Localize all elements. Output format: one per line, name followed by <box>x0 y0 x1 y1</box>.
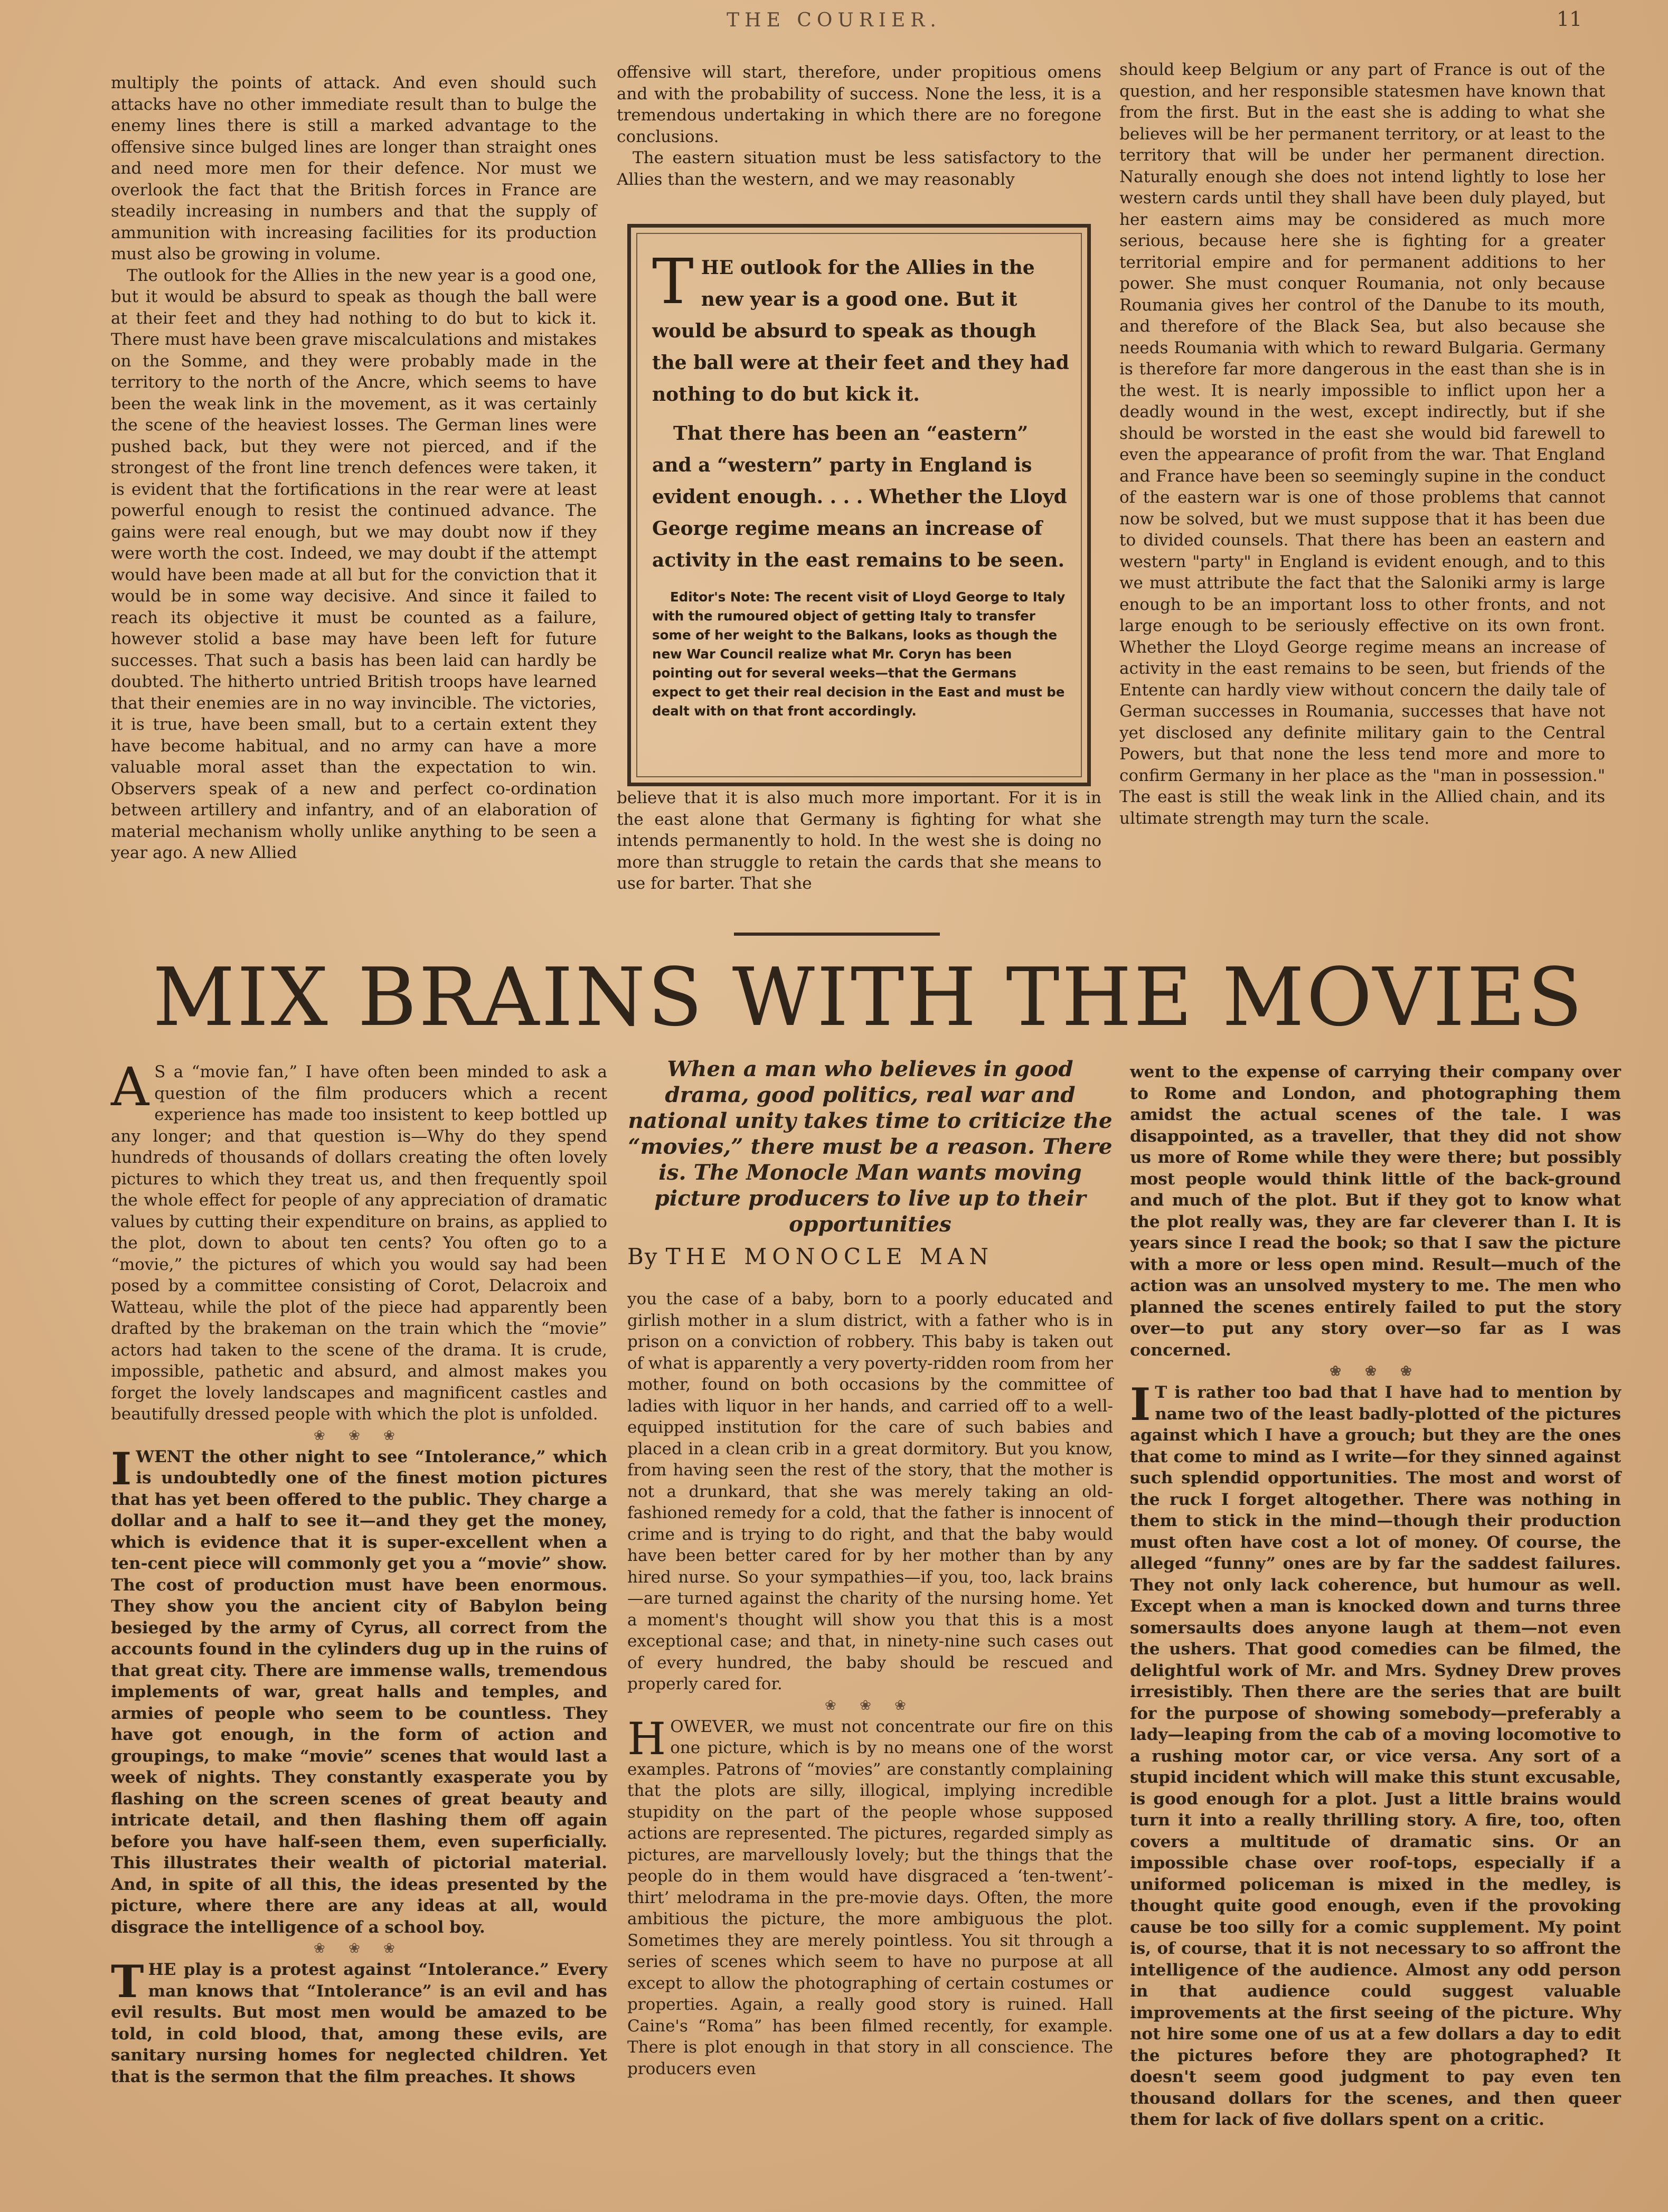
byline-author: THE MONOCLE MAN <box>665 1244 994 1269</box>
top-column-2-upper <box>617 62 1101 190</box>
article-column-1 <box>111 1056 607 2087</box>
drop-cap-i: I <box>111 1442 132 1495</box>
page-number: 11 <box>1557 7 1582 31</box>
top-column-3 <box>1119 59 1605 829</box>
article-column-3 <box>1130 1061 1621 2131</box>
drop-cap-i: I <box>1130 1378 1151 1430</box>
pull-quote-para-1: HE outlook for the Allies in the new year is a good one. But it would be absurd to speak as though the ball were at their feet and they had nothing to do but kick it. <box>652 257 1069 406</box>
article-col1-para-1: S a “movie fan,” I have often been minded to ask a question of the film producers which a recent experience has made too insistent to keep bottled up any longer; and that question is—Why do they spend hundreds of thousands of dollars creating the often lovely pictures to which they treat us, and then frequently spoil the whole effect for people of any appreciation of dramatic values by cutting their expenditure on brains, as applied to the plot, down to about ten cents? You often go to a “movie,” the pictures of which you would say had been posed by a committee consisting of Corot, Delacroix and Watteau, while the plot of the piece had apparently been drafted by the brakeman on the train which the “movie” actors had taken to the scene of the drama. It is crude, impossible, pathetic and absurd, and almost makes you forget the lovely landscapes and magnificent castles and beautifully dressed people with which the plot is unfolded. <box>111 1062 607 1424</box>
top-col2-para-2: The eastern situation must be less satisfactory to the Allies than the western, and we may reasonably <box>617 148 1101 189</box>
pull-quote-box <box>627 224 1091 786</box>
drop-cap-a: A <box>111 1056 149 1118</box>
article-byline <box>627 1244 1113 1269</box>
article-col3-para-1: went to the expense of carrying their company over to Rome and London, and photographing them amidst the actual scenes of the tale. I was disappointed, as a traveller, that they did not show us more of Rome while they were there; but possibly most people would think little of the back-ground and much of the plot. But if they got to know what the plot really was, they are far cleverer than I. It is years since I read the book; so that I saw the picture with a more or less open mind. Result—much of the action was an unsolved mystery to me. The men who planned the scenes entirely failed to put the story over—to put any story over—so far as I was concerned. <box>1130 1062 1621 1360</box>
top-col1-para-1: multiply the points of attack. And even should such attacks have no other immediate result than to bulge the enemy lines there is still a marked advantage to the offensive since bulged lines are longer than straight ones and need more men for their defence. Nor must we overlook the fact that the British forces in France are steadily increasing in numbers and that the supply of ammunition with increasing facilities for its production must also be growing in volume. <box>111 73 597 263</box>
top-col2-para-1: offensive will start, therefore, under propitious omens and with the probability of success. None the less, it is a tremendous undertaking in which there are no foregone conclusions. <box>617 63 1101 146</box>
article-column-2 <box>627 1288 1113 2079</box>
top-col1-para-2: The outlook for the Allies in the new year is a good one, but it would be absurd to speak as though the ball were at their feet and they had nothing to do but to kick it. There must have been grave miscalculations and mistakes on the Somme, and they were probably made in the territory to the north of the Ancre, which seems to have been the weak link in the movement, as it was certainly the scene of the heaviest losses. The German lines were pushed back, but they were not pierced, and if the strongest of the front line trench defences were taken, it is evident that the fortifications in the rear were at least powerful enough to resist the continued advance. The gains were real enough, but we may doubt now if they were worth the cost. Indeed, we may doubt if the attempt would have been made at all but for the conviction that it would be in some way decisive. And since it failed to reach its objective it must be counted as a failure, however stolid a base may have been left for future successes. That such a basis has been laid can hardly be doubted. The hitherto untried British troops have learned that their enemies are in no way invincible. The victories, it is true, have been small, but to a certain extent they have become habitual, and no army can have a more valuable moral asset than the expectation to win. Observers speak of a new and perfect co-ordination between artillery and infantry, and of an elaboration of material mechanism wholly unlike anything to be seen a year ago. A new Allied <box>111 266 597 862</box>
paragraph-separator-ornament: ❀ ❀ ❀ <box>314 1427 404 1444</box>
top-column-1 <box>111 72 597 864</box>
byline-by: By <box>627 1244 658 1269</box>
paragraph-separator-ornament: ❀ ❀ ❀ <box>825 1697 916 1714</box>
top-col3-para-1: should keep Belgium or any part of France is out of the question, and her responsible statesmen have known that from the first. But in the east she is adding to what she believes will be her permanent territory, or at least to the territory that will be under her permanent direction. Naturally enough she does not intend lightly to lose her western cards until they shall have been duly played, but her eastern aims may be considered as much more serious, because here she is fighting for a greater territorial empire and for permanent additions to her power. She must conquer Roumania, not only because Roumania gives her control of the Danube to its mouth, and therefore of the Black Sea, but also because she needs Roumania with which to reward Bulgaria. Germany is therefore far more dangerous in the east than she is in the west. It is nearly impossible to inflict upon her a deadly wound in the west, except indirectly, but if she should be worsted in the east she would bid farewell to even the appearance of profit from the war. That England and France have been so seemingly supine in the conduct of the eastern war is one of those problems that cannot now be solved, but we must suppose that it has been due to divided counsels. That there has been an eastern and western "party" in England is evident enough, and to this we must attribute the fact that the Saloniki army is large enough to be an important loss to other fronts, and not large enough to be seriously effective on its own front. Whether the Lloyd George regime means an increase of activity in the east remains to be seen, but friends of the Entente can hardly view without concern the daily tale of German successes in Roumania, successes that have not yet disclosed any definite military gain to the Central Powers, but that none the less tend more and more to confirm Germany in her place as the "man in possession." The east is still the weak link in the Allied chain, and its ultimate strength may turn the scale. <box>1119 60 1605 828</box>
drop-cap-t: T <box>111 1955 144 2008</box>
article-deck: When a man who believes in good drama, good politics, real war and national unity takes time to criticize the “movies,” there must be a reason. There is. The Monocle Man wants moving picture producers to live up to their opportunities <box>628 1056 1113 1237</box>
pull-quote-text <box>652 245 1069 576</box>
drop-cap-h: H <box>627 1712 666 1765</box>
paragraph-separator-ornament: ❀ ❀ ❀ <box>1330 1363 1421 1379</box>
top-col2-para-3: believe that it is also much more important. For it is in the east alone that Germany is fighting for what she intends permanently to hold. In the west she is doing no more than struggle to retain the cards that she means to use for barter. That she <box>617 788 1101 893</box>
article-col2-para-1: you the case of a baby, born to a poorly educated and girlish mother in a slum district, with a father who is in prison on a conviction of robbery. This baby is taken out of what is apparently a very poverty-ridden room from her mother, found on both occasions by the committee of ladies with liquor in her hands, and carried off to a well-equipped institution for the care of such babies and placed in a clean crib in a great dormitory. But you know, from having seen the rest of the story, that the mother is not a drunkard, that she was merely taking an old-fashioned remedy for a cold, that the father is innocent of crime and is trying to do right, and that the baby would have been better cared for by her mother than by any hired nurse. So your sympathies—if you, too, lack brains—are turned against the charity of the nursing home. Yet a moment's thought will show you that this is a most exceptional case; and that, in ninety-nine such cases out of every hundred, the baby should be rescued and properly cared for. <box>627 1289 1113 1693</box>
editors-note: Editor's Note: The recent visit of Lloyd George to Italy with the rumoured object of getting Italy to transfer some of her weight to the Balkans, looks as though the new War Council realize what Mr. Coryn has been pointing out for several weeks—that the Germans expect to get their real decision in the East and must be dealt with on that front accordingly. <box>652 589 1066 719</box>
article-col2-para-2: OWEVER, we must not concentrate our fire on this one picture, which is by no means one of the worst examples. Patrons of “movies” are constantly complaining that the plots are silly, illogical, implying incredible stupidity on the part of the people whose supposed actions are represented. The pictures, regarded simply as pictures, are marvellously lovely; but the things that the people do in them would have disgraced a ‘ten-twent’-thirt’ melodrama in the pre-movie days. Often, the more ambitious the picture, the more ambiguous the plot. Sometimes they are merely pointless. You sit through a series of scenes which seem to have no purpose at all except to allow the photographing of certain costumes or properties. Again, a really good story is ruined. Hall Caine's “Roma” has been filmed recently, for example. There is plot enough in that story in all conscience. The producers even <box>627 1717 1113 2078</box>
pull-quote-drop-cap: T <box>652 245 694 318</box>
masthead-title: THE COURIER. <box>727 10 941 31</box>
article-col1-para-3: HE play is a protest against “Intolerance.” Every man knows that “Intolerance” is an evil and has evil results. But most men would be amazed to be told, in cold blood, that, among these evils, are sanitary nursing homes for neglected children. Yet that is the sermon that the film preaches. It shows <box>111 1960 607 2086</box>
section-divider-rule <box>734 933 940 936</box>
article-col1-para-2: WENT the other night to see “Intolerance,” which is undoubtedly one of the finest motion pictures that has yet been offered to the public. They charge a dollar and a half to see it—and they get the money, which is evidence that it is super-excellent when a ten-cent piece will commonly get you a “movie” show. The cost of production must have been enormous. They show you the ancient city of Babylon being besieged by the army of Cyrus, all correct from the accounts found in the cylinders dug up in the ruins of that great city. There are immense walls, tremendous implements of war, great halls and temples, and armies of people who seem to be countless. They have got enough, in the form of action and groupings, to make “movie” scenes that would last a week of nights. They constantly exasperate you by flashing on the screen scenes of great beauty and intricate detail, and then flashing them off again before you have half-seen them, even superficially. This illustrates their wealth of pictorial material. And, in spite of all this, the ideas presented by the picture, where there are any ideas at all, would disgrace the intelligence of a school boy. <box>111 1447 607 1937</box>
article-headline: MIX BRAINS WITH THE MOVIES <box>153 950 1585 1044</box>
pull-quote-para-2: That there has been an “eastern” and a “western” party in England is evident enough. . . . Whether the Lloyd George regime means an increase of activity in the east remains to be seen. <box>652 422 1067 571</box>
paragraph-separator-ornament: ❀ ❀ ❀ <box>314 1941 404 1956</box>
article-col3-para-2: T is rather too bad that I have had to mention by name two of the least badly-plotted of the pictures against which I have a grouch; but they are the ones that come to mind as I write—for they sinned against such splendid opportunities. The most and worst of the ruck I forget altogether. There was nothing in them to stick in the mind—though their production must often have cost a lot of money. Of course, the alleged “funny” ones are by far the saddest failures. They not only lack coherence, but humour as well. Except when a man is knocked down and turns three somersaults does anyone laugh at them—not even the ushers. That good comedies can be filmed, the delightful work of Mr. and Mrs. Sydney Drew proves irresistibly. Then there are the series that are built for the purpose of showing somebody—preferably a lady—leaping from the cab of a moving locomotive to a rushing motor car, or vice versa. Any sort of a stupid incident which will make this stunt excusable, is good enough for a plot. Just a little brains would turn it into a really thrilling story. A fire, too, often covers a multitude of dramatic sins. Or an impossible chase over roof-tops, especially if a uniformed policeman is mixed in the medley, is thought quite good enough, even if the provoking cause be too silly for a comic supplement. My point is, of course, that it is not necessary to so affront the intelligence of the audience. Almost any odd person in that audience could suggest valuable improvements at the first seeing of the picture. Why not hire some one of us at a few dollars a day to edit the pictures before they are photographed? It doesn't seem good judgment to pay even ten thousand dollars for the scenes, and then queer them for lack of five dollars spent on a critic. <box>1130 1383 1621 2129</box>
top-column-2-lower <box>617 787 1101 895</box>
